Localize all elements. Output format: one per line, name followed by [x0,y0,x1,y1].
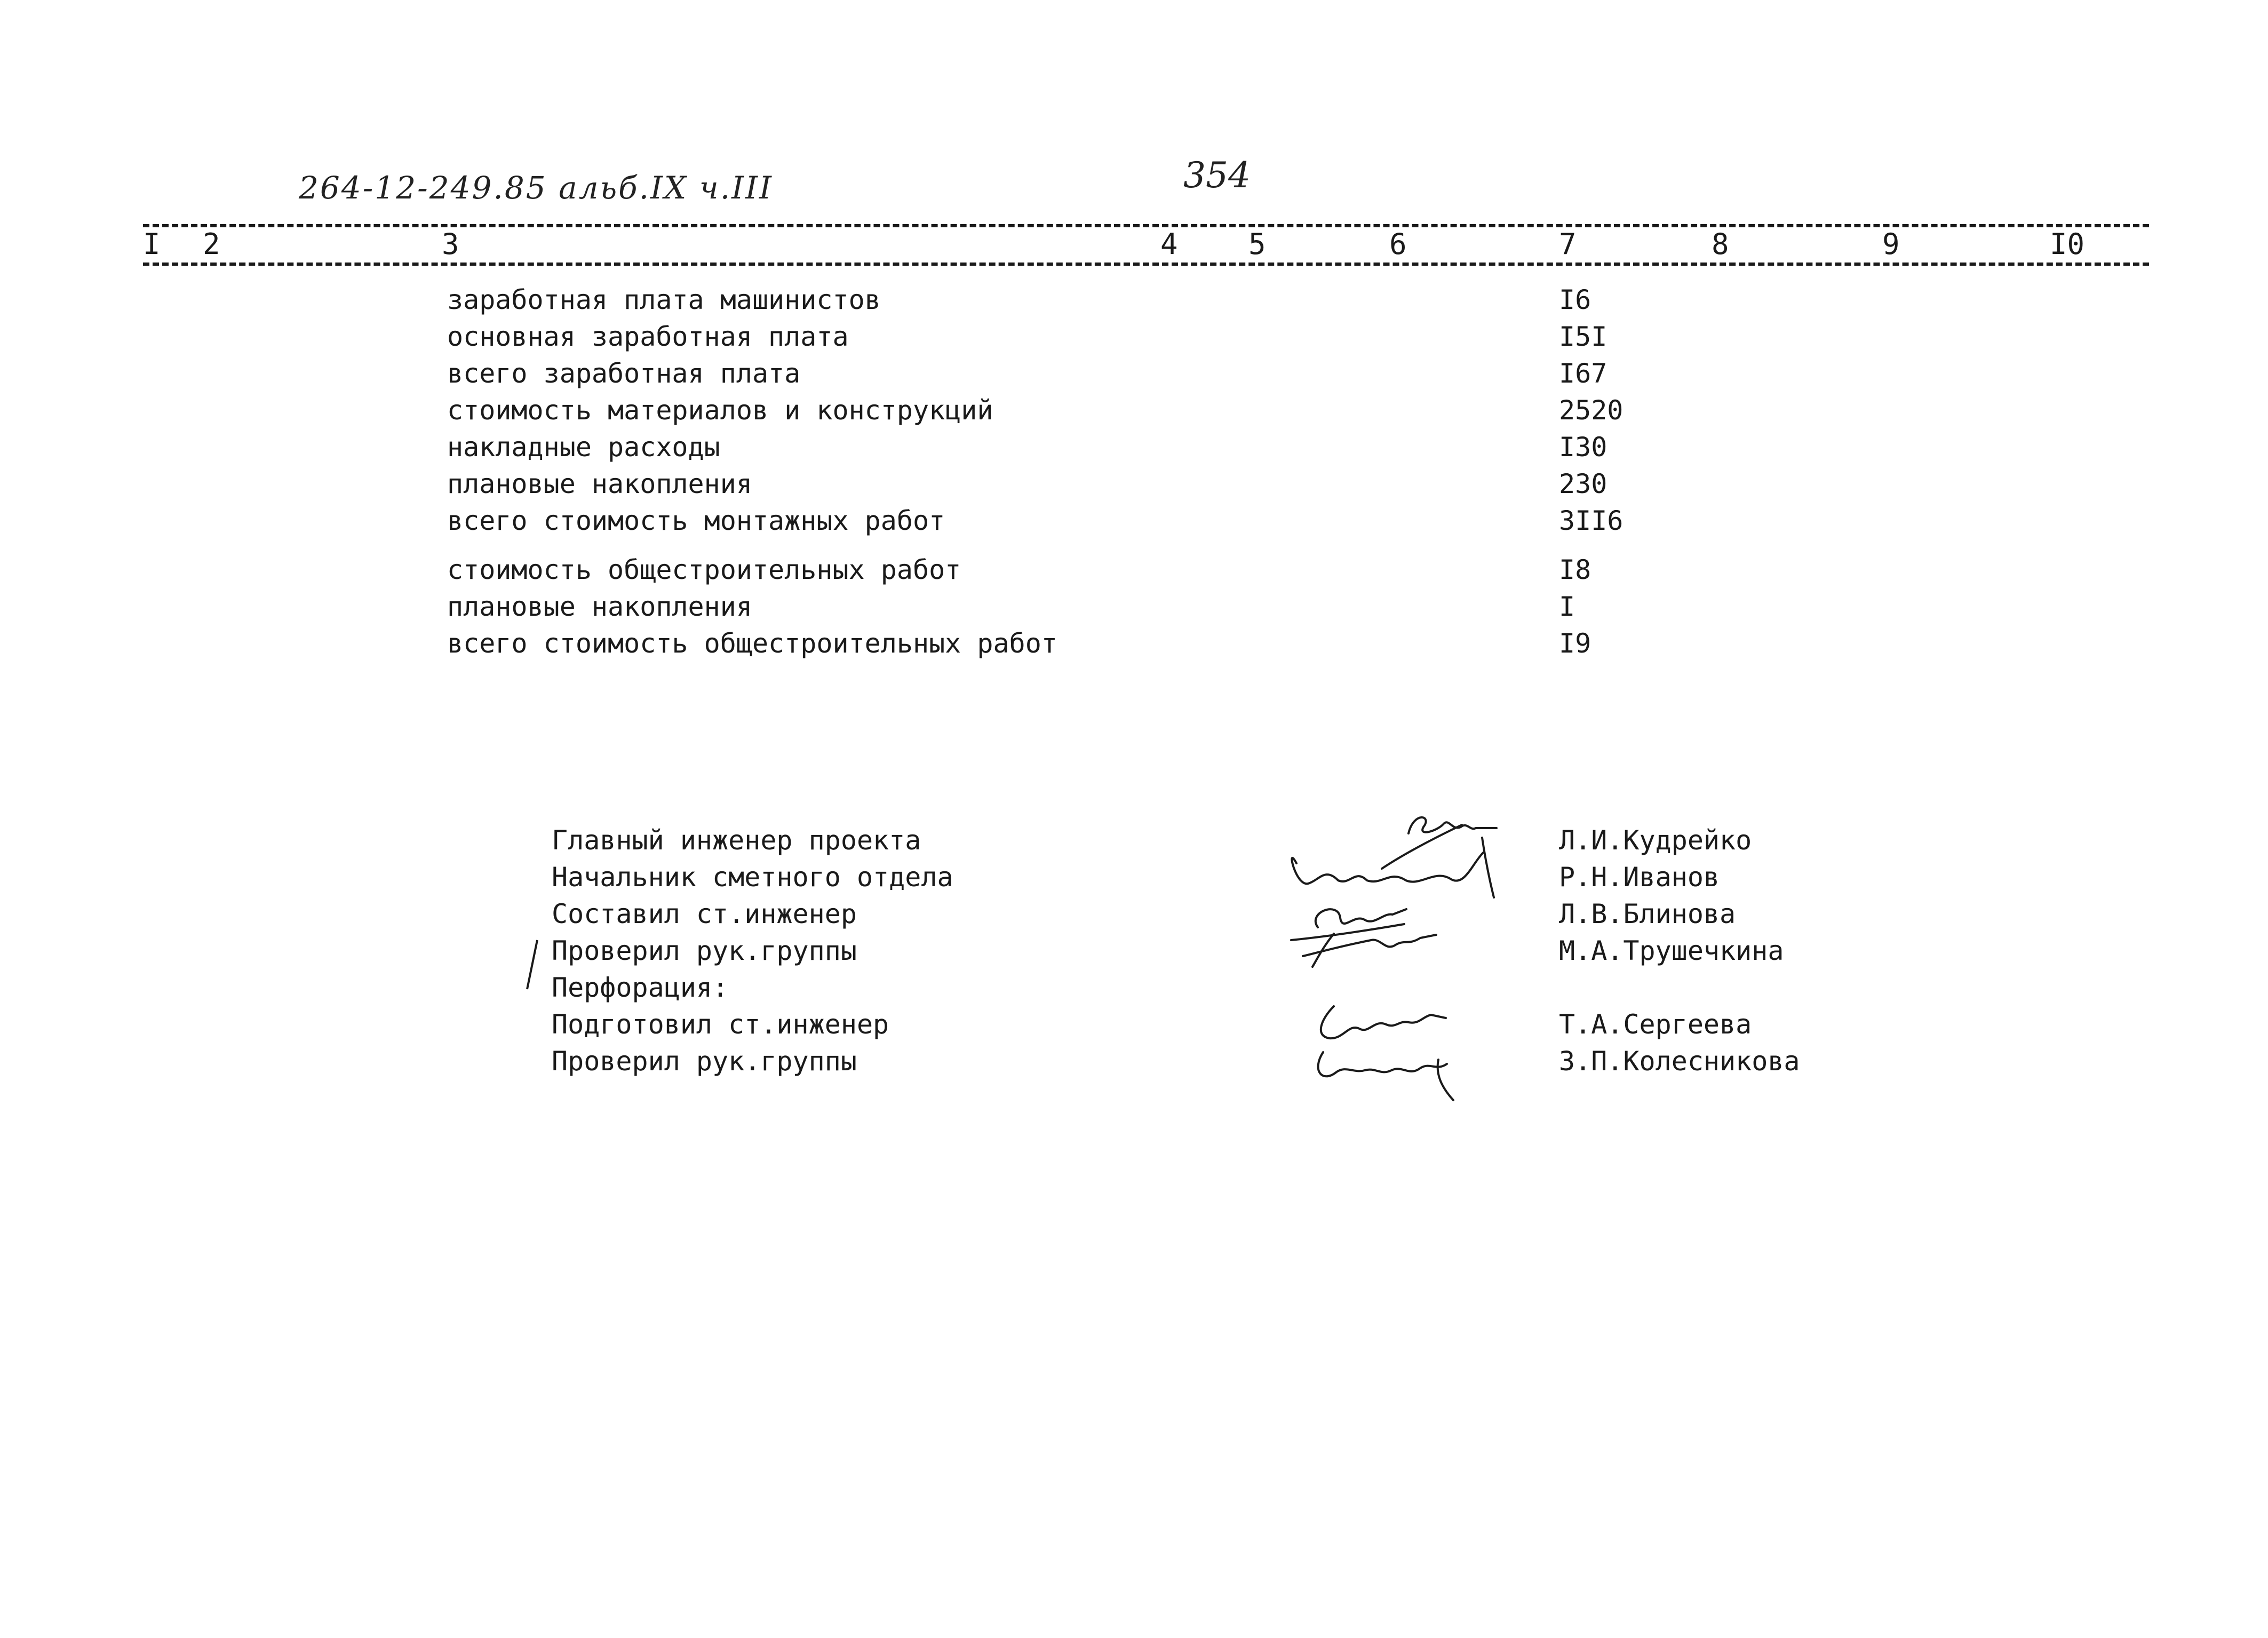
signature-name: Л.В.Блинова [1559,898,1736,929]
header-rule-bottom [143,263,2149,266]
cost-row-value: I [1559,591,1575,622]
column-number: 5 [1248,227,1266,261]
cost-row-value: I8 [1559,554,1591,585]
handwritten-signatures [1280,806,1579,1104]
column-number: 2 [203,227,220,261]
cost-row-value: 230 [1559,468,1608,499]
cost-row-label: всего стоимость общестроительных работ [447,628,1057,659]
cost-row-label: стоимость материалов и конструкций [447,395,993,426]
cost-row-label: стоимость общестроительных работ [447,554,961,585]
check-mark [526,938,538,991]
column-number: 7 [1559,227,1577,261]
signature-ivanov [1292,853,1483,884]
column-number: 9 [1882,227,1900,261]
signature-role: Главный инженер проекта [552,825,921,856]
column-number: 6 [1389,227,1407,261]
cost-row-value: I30 [1559,432,1608,463]
signature-name: Л.И.Кудрейко [1559,825,1752,856]
signature-role: Проверил рук.группы [552,935,857,966]
signature-role: Начальник сметного отдела [552,862,953,893]
signature-name: Р.Н.Иванов [1559,862,1720,893]
signature-role: Подготовил ст.инженер [552,1009,889,1040]
signature-sergeeva [1321,1006,1446,1038]
column-number: 8 [1712,227,1729,261]
column-number: I0 [2050,227,2085,261]
signature-trushechkina [1303,934,1436,967]
cost-row-value: 2520 [1559,395,1624,426]
cost-row-value: I5I [1559,321,1608,352]
signature-ivanov-stroke [1482,838,1494,897]
signature-name: М.А.Трушечкина [1559,935,1784,966]
document-code: 264-12-249.85 альб.IX ч.III [299,170,773,206]
signature-name: Т.А.Сергеева [1559,1009,1752,1040]
cost-row-label: заработная плата машинистов [447,284,881,315]
signature-name: З.П.Колесникова [1559,1046,1800,1077]
cost-row-value: I6 [1559,284,1591,315]
signature-blinova-stroke [1291,924,1404,940]
cost-row-label: плановые накопления [447,591,752,622]
cost-row-value: I9 [1559,628,1591,659]
cost-row-label: всего стоимость монтажных работ [447,505,945,536]
cost-row-value: I67 [1559,358,1608,389]
signature-blinova [1316,909,1406,927]
cost-row-label: основная заработная плата [447,321,849,352]
signature-kolesnikova [1318,1052,1447,1076]
cost-row-value: 3II6 [1559,505,1624,536]
signature-role: Перфорация: [552,972,729,1003]
signature-role: Составил ст.инженер [552,898,857,929]
cost-row-label: всего заработная плата [447,358,801,389]
column-number: 3 [442,227,459,261]
signature-kudreiko [1408,817,1497,833]
column-number: I [143,227,161,261]
signature-role: Проверил рук.группы [552,1046,857,1077]
page-number: 354 [1183,155,1251,196]
column-number: 4 [1160,227,1178,261]
cost-row-label: плановые накопления [447,468,752,499]
cost-row-label: накладные расходы [447,432,720,463]
